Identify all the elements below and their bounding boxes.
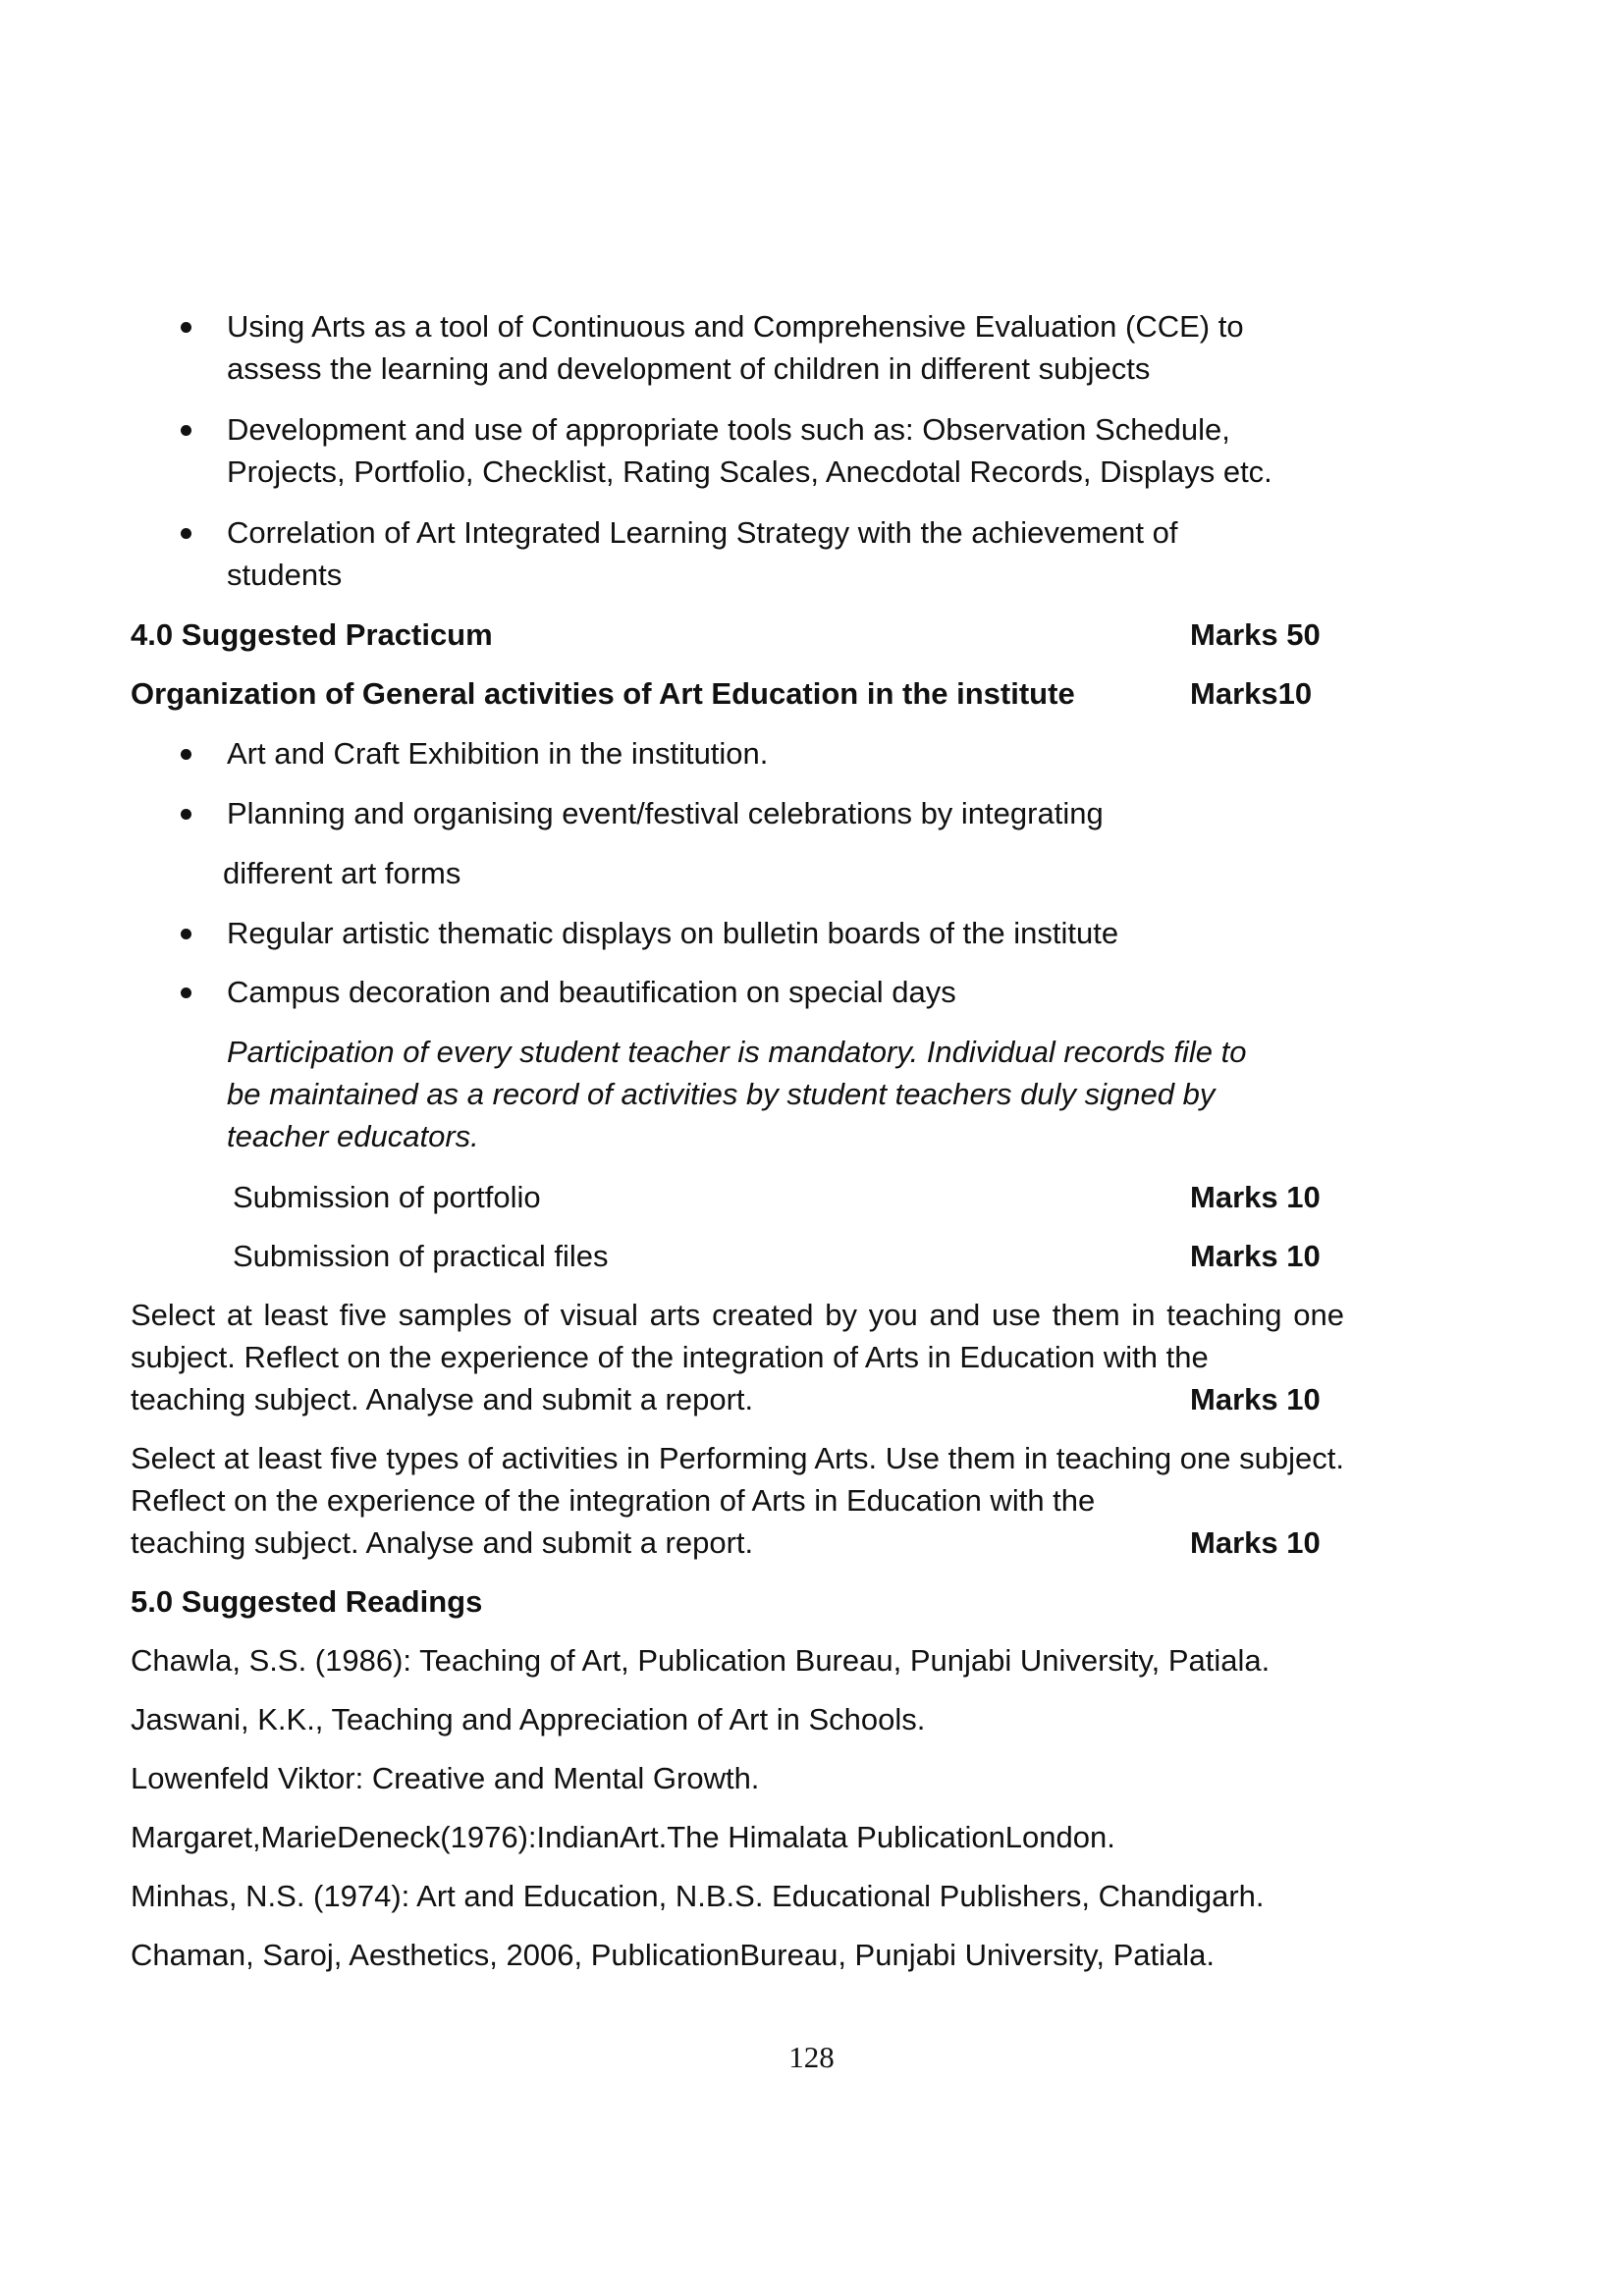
list-item-text: students <box>227 558 343 592</box>
task-performing-arts-marks: Marks 10 <box>1190 1525 1321 1560</box>
note-line: Participation of every student teacher is mandatory. Individual records file to <box>227 1035 1247 1069</box>
reading-item: Minhas, N.S. (1974): Art and Education, N.B.S. Educational Publishers, Chandigarh. <box>131 1879 1265 1913</box>
note-line: be maintained as a record of activities by student teachers duly signed by <box>227 1077 1216 1111</box>
task-visual-arts-last-line: teaching subject. Analyse and submit a report. <box>131 1382 754 1416</box>
submission-practical-files-marks: Marks 10 <box>1190 1239 1321 1273</box>
practicum-marks: Marks 50 <box>1190 617 1321 652</box>
list-item-text: Art and Craft Exhibition in the institution. <box>227 736 769 771</box>
list-item-text: Projects, Portfolio, Checklist, Rating Scales, Anecdotal Records, Displays etc. <box>227 454 1272 489</box>
task-visual-arts: Select at least five samples of visual arts created by you and use them in teaching one subject. Reflect on the experience of the integration of Arts in Education with the <box>131 1298 1344 1374</box>
general-activities-marks: Marks10 <box>1190 676 1313 711</box>
reading-item: Lowenfeld Viktor: Creative and Mental Growth. <box>131 1761 760 1795</box>
list-item-text: Using Arts as a tool of Continuous and Comprehensive Evaluation (CCE) to <box>227 309 1244 344</box>
reading-item: Chaman, Saroj, Aesthetics, 2006, PublicationBureau, Punjabi University, Patiala. <box>131 1938 1215 1972</box>
note-line: teacher educators. <box>227 1119 479 1153</box>
submission-portfolio: Submission of portfolio <box>233 1180 541 1214</box>
list-item-text: Correlation of Art Integrated Learning Strategy with the achievement of <box>227 515 1178 550</box>
reading-item: Chawla, S.S. (1986): Teaching of Art, Publication Bureau, Punjabi University, Patiala. <box>131 1643 1271 1678</box>
task-performing-arts-last-line: teaching subject. Analyse and submit a report. <box>131 1525 754 1560</box>
list-item-text: Development and use of appropriate tools such as: Observation Schedule, <box>227 412 1230 447</box>
submission-portfolio-marks: Marks 10 <box>1190 1180 1321 1214</box>
task-performing-arts: Select at least five types of activities in Performing Arts. Use them in teaching one subject. Reflect on the experience of the integration of Arts in Education with the <box>131 1441 1344 1518</box>
reading-item: Jaswani, K.K., Teaching and Appreciation of Art in Schools. <box>131 1702 926 1736</box>
list-item-text: Planning and organising event/festival celebrations by integrating <box>227 796 1104 830</box>
list-item-text: different art forms <box>223 856 461 890</box>
subheading-general-activities: Organization of General activities of Art Education in the institute <box>131 676 1075 711</box>
list-item-text: Campus decoration and beautification on special days <box>227 975 956 1009</box>
section-heading-practicum: 4.0 Suggested Practicum <box>131 617 493 652</box>
task-visual-arts-marks: Marks 10 <box>1190 1382 1321 1416</box>
list-item-text: assess the learning and development of children in different subjects <box>227 351 1151 386</box>
reading-item: Margaret,MarieDeneck(1976):IndianArt.The Himalata PublicationLondon. <box>131 1820 1115 1854</box>
page-number: 128 <box>788 2040 835 2074</box>
list-item-text: Regular artistic thematic displays on bulletin boards of the institute <box>227 916 1119 950</box>
submission-practical-files: Submission of practical files <box>233 1239 609 1273</box>
section-heading-readings: 5.0 Suggested Readings <box>131 1584 483 1619</box>
